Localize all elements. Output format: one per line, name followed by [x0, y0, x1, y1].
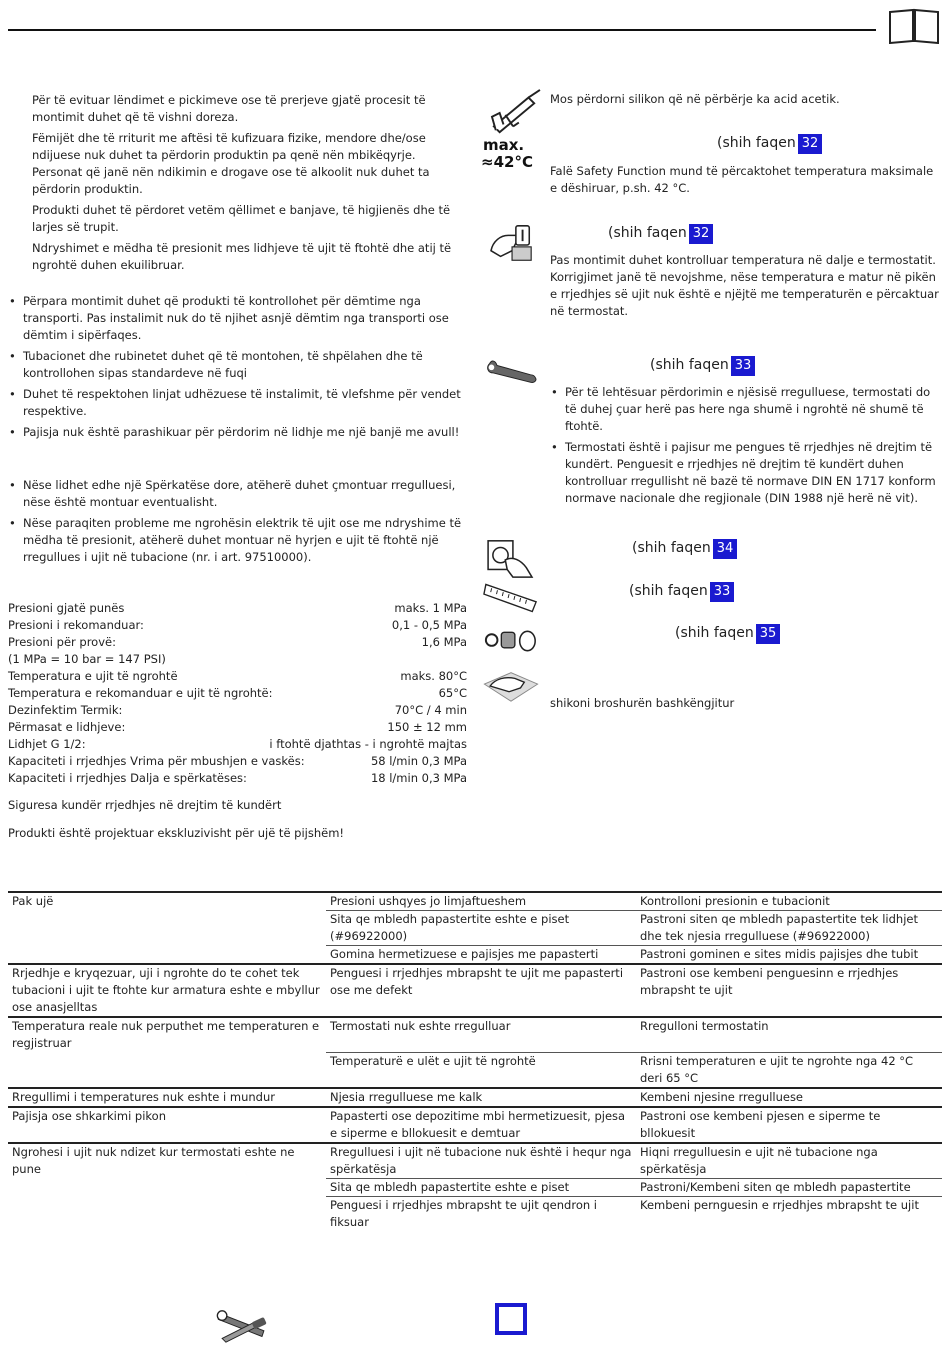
problem-cell: Rrjedhje e kryqezuar, uji i ngrohte do te cohet tek tubacioni i ujit te ftohte kur armatura eshte e mbyllur ose anasjelltas [8, 964, 326, 1017]
cause-cell: Sita qe mbledh papastertite eshte e piset [326, 1178, 636, 1196]
cause-cell: Penguesi i rrjedhjes mbrapsht te ujit qendron i fiksuar [326, 1196, 636, 1231]
silicone-warning: Mos përdorni silikon që në përbërje ka acid acetik. [550, 92, 840, 106]
page-reference [632, 538, 737, 559]
wrench-icon [484, 358, 540, 386]
solution-cell: Kembeni pernguesin e rrjedhjes mbrapsht te ujit [636, 1196, 942, 1231]
spec-value: 70°C / 4 min [394, 703, 467, 717]
cause-cell: Njesia rregulluese me kalk [326, 1088, 636, 1107]
list-item: • Termostati është i pajisur me pengues të rrjedhjes në drejtim të kundërt. Penguesit e rrjedhjes në drejtim të kundërt duhen kontrolluar rregullisht në bazë të normave DIN EN 1717 konform normave nacionale dhe regjionale (DIN 1988 një herë në vit). [550, 439, 942, 507]
solution-cell: Rregulloni termostatin [636, 1017, 942, 1052]
spec-value: maks. 1 MPa [394, 601, 467, 615]
safety-paragraph: Produkti duhet të përdoret vetëm qëllimet e banjave, të higjienës dhe të larjes së trupit. [32, 203, 451, 234]
page-reference [608, 223, 713, 244]
safety-function-text: Falë Safety Function mund të përcaktohet temperatura maksimale e dëshiruar, p.sh. 42 °C. [550, 164, 934, 195]
max-text: max. [483, 136, 525, 154]
cause-cell: Gomina hermetizuese e pajisjes me papasterti [326, 946, 636, 965]
list-item: • Duhet të respektohen linjat udhëzuese të instalimit, të vlefshme për vendet respektive. [8, 386, 468, 420]
spec-value: i ftohtë djathtas - i ngrohtë majtas [269, 737, 467, 751]
spec-row [8, 702, 467, 719]
page-link[interactable]: 32 [798, 134, 823, 154]
table-row [8, 964, 942, 1017]
safety-section [32, 92, 466, 278]
table-row [8, 892, 942, 911]
spec-row [8, 736, 467, 753]
spec-value: 58 l/min 0,3 MPa [370, 754, 467, 768]
spec-row [8, 617, 467, 634]
brochure-note: shikoni broshurën bashkëngjitur [550, 696, 735, 710]
list-item: • Nëse lidhet edhe një Spërkatëse dore, atëherë duhet çmontuar rregulluesi, nëse është montuar eventualisht. [8, 477, 468, 511]
page-link[interactable]: 32 [689, 224, 714, 244]
spec-label: Temperatura e rekomanduar e ujit të ngrohtë: [8, 686, 273, 700]
safety-paragraph: Ndryshimet e mëdha të presionit mes lidhjeve të ujit të ftohtë dhe atij të ngrohtë duhen ekuilibruar. [32, 241, 452, 272]
table-row [8, 1017, 942, 1052]
knob-turn-icon [484, 537, 538, 579]
ruler-icon [482, 580, 540, 614]
spec-label: Kapaciteti i rrjedhjes Dalja e spërkatëses: [8, 771, 247, 785]
list-item: • Për të lehtësuar përdorimin e njësisë rregulluese, termostati do të duhej çuar herë pas here nga shumë i ngrohtë në shumë të ftohtë. [550, 384, 942, 435]
spec-row [8, 651, 467, 668]
cause-cell: Temperaturë e ulët e ujit të ngrohtë [326, 1052, 636, 1088]
cause-cell: Rregulluesi i ujit në tubacione nuk është i hequr nga spërkatësja [326, 1143, 636, 1179]
thermostat-check-text: Pas montimit duhet kontrolluar temperatura në dalje e termostatit. Korrigjimet janë të nevojshme, nëse temperatura e matur në pikën e rrjedhjes së ujit nuk është e njëjtë me temperaturën e përcaktuar në termostat. [550, 253, 939, 318]
backflow-note: Siguresa kundër rrjedhjes në drejtim të kundërt [8, 798, 282, 812]
solution-cell: Pastroni gominen e sites midis pajisjes dhe tubit [636, 946, 942, 965]
ref-prefix: (shih faqen [629, 583, 708, 599]
spec-label: Përmasat e lidhjeve: [8, 720, 126, 734]
spec-row [8, 600, 467, 617]
spec-label: Presioni për provë: [8, 635, 116, 649]
spec-label: (1 MPa = 10 bar = 147 PSI) [8, 652, 166, 666]
table-row [8, 1107, 942, 1143]
notes-list [8, 477, 468, 570]
ref-prefix: (shih faqen [717, 135, 796, 151]
spec-label: Kapaciteti i rrjedhjes Vrima për mbushjen e vaskës: [8, 754, 305, 768]
list-item: • Nëse paraqiten probleme me ngrohësin elektrik të ujit ose me ndryshime të mëdha të presionit, atëherë duhet montuar në hyrjen e ujit të ftohtë një rregullues i ujit në tubacione (nr. i art. 97510000). [8, 515, 468, 566]
solution-cell: Rrisni temperaturen e ujit te ngrohte nga 42 °C deri 65 °C [636, 1052, 942, 1088]
list-item: • Përpara montimit duhet që produkti të kontrollohet për dëmtime nga transporti. Pas instalimit nuk do të njihet asnjë dëmtim nga transporti ose dëmtim i sipërfaqes. [8, 293, 468, 344]
problem-cell: Pajisja ose shkarkimi pikon [8, 1107, 326, 1143]
ref-prefix: (shih faqen [608, 225, 687, 241]
max-temp-label [483, 137, 533, 171]
drinking-water-note: Produkti është projektuar ekskluzivisht për ujë të pijshëm! [8, 826, 345, 840]
safety-paragraph: Fëmijët dhe të rriturit me aftësi të kufizuara fizike, mendore dhe/ose ndijuese nuk duhet ta përdorin produktin pa qenë nën mbikëqyrje. Personat që janë nën ndikimin e drogave ose të alkoolit nuk duhet ta përdorin produktin. [32, 131, 430, 196]
safety-paragraph: Për të evituar lëndimet e pickimeve ose të prerjeve gjatë procesit të montimit duhet që të vishni doreza. [32, 93, 426, 124]
spec-label: Presioni i rekomanduar: [8, 618, 144, 632]
spec-value: 65°C [438, 686, 467, 700]
ref-prefix: (shih faqen [675, 625, 754, 641]
spec-label: Dezinfektim Termik: [8, 703, 123, 717]
solution-cell: Kontrolloni presionin e tubacionit [636, 892, 942, 911]
cause-cell: Papasterti ose depozitime mbi hermetizuesit, pjesa e siperme e bllokuesit e demtuar [326, 1107, 636, 1143]
solution-cell: Pastroni/Kembeni siten qe mbledh papastertite [636, 1178, 942, 1196]
cause-cell: Presioni ushqyes jo limjaftueshem [326, 892, 636, 911]
ref-prefix: (shih faqen [650, 357, 729, 373]
spec-value: 18 l/min 0,3 MPa [370, 771, 467, 785]
spec-label: Lidhjet G 1/2: [8, 737, 86, 751]
problem-cell: Temperatura reale nuk perputhet me temperaturen e regjistruar [8, 1017, 326, 1088]
page-link[interactable]: 34 [713, 539, 738, 559]
open-book-icon [888, 8, 940, 44]
tools-icon [214, 1308, 272, 1346]
cause-cell: Termostati nuk eshte rregulluar [326, 1017, 636, 1052]
solution-cell: Hiqni rregulluesin e ujit në tubacione nga spërkatësja [636, 1143, 942, 1179]
parts-icon [482, 621, 540, 661]
page-link[interactable]: 35 [756, 624, 781, 644]
list-item: • Tubacionet dhe rubinetet duhet që të montohen, të shpëlahen dhe të kontrollohen sipas standardeve në fuqi [8, 348, 468, 382]
silicone-gun-icon [486, 88, 544, 136]
page-reference [650, 355, 755, 376]
page-reference [629, 581, 734, 602]
ref-prefix: (shih faqen [632, 540, 711, 556]
solution-cell: Pastroni ose kembeni pjesen e siperme te bllokuesit [636, 1107, 942, 1143]
spec-row [8, 753, 467, 770]
installation-list [8, 293, 468, 445]
spec-row [8, 634, 467, 651]
list-item: • Pajisja nuk është parashikuar për përdorim në lidhje me një banjë me avull! [8, 424, 468, 441]
spec-row [8, 770, 467, 787]
spec-row [8, 668, 467, 685]
header-rule [8, 29, 876, 31]
spec-label: Presioni gjatë punës [8, 601, 125, 615]
solution-cell: Pastroni ose kembeni penguesinn e rrjedhjes mbrapsht te ujit [636, 964, 942, 1017]
problem-cell: Ngrohesi i ujit nuk ndizet kur termostati eshte ne pune [8, 1143, 326, 1231]
page-reference [675, 623, 780, 644]
cause-cell: Sita qe mbledh papastertite eshte e piset (#96922000) [326, 911, 636, 946]
troubleshooting-table [8, 891, 942, 1231]
spec-value: 1,6 MPa [421, 635, 467, 649]
max-temp-value: ≈42°C [481, 153, 533, 171]
thermostat-hand-icon [486, 222, 540, 266]
cause-cell: Penguesi i rrjedhjes mbrapsht te ujit me papasterti ose me defekt [326, 964, 636, 1017]
spec-row [8, 685, 467, 702]
spec-value: 150 ± 12 mm [387, 720, 467, 734]
spec-value: 0,1 - 0,5 MPa [391, 618, 467, 632]
page-box-icon [495, 1303, 527, 1335]
spec-row [8, 719, 467, 736]
page-link[interactable]: 33 [731, 356, 756, 376]
solution-cell: Kembeni njesine rregulluese [636, 1088, 942, 1107]
maintenance-list [550, 384, 942, 511]
table-row [8, 1088, 942, 1107]
page-link[interactable]: 33 [710, 582, 735, 602]
spec-value: maks. 80°C [400, 669, 467, 683]
page-reference [717, 133, 822, 154]
solution-cell: Pastroni siten qe mbledh papastertite tek lidhjet dhe tek njesia rregulluese (#96922000) [636, 911, 942, 946]
specs-table [8, 600, 467, 787]
table-row [8, 1143, 942, 1179]
problem-cell: Pak ujë [8, 892, 326, 964]
spec-label: Temperatura e ujit të ngrohtë [8, 669, 178, 683]
problem-cell: Rregullimi i temperatures nuk eshte i mundur [8, 1088, 326, 1107]
cleaning-hand-icon [482, 667, 540, 705]
